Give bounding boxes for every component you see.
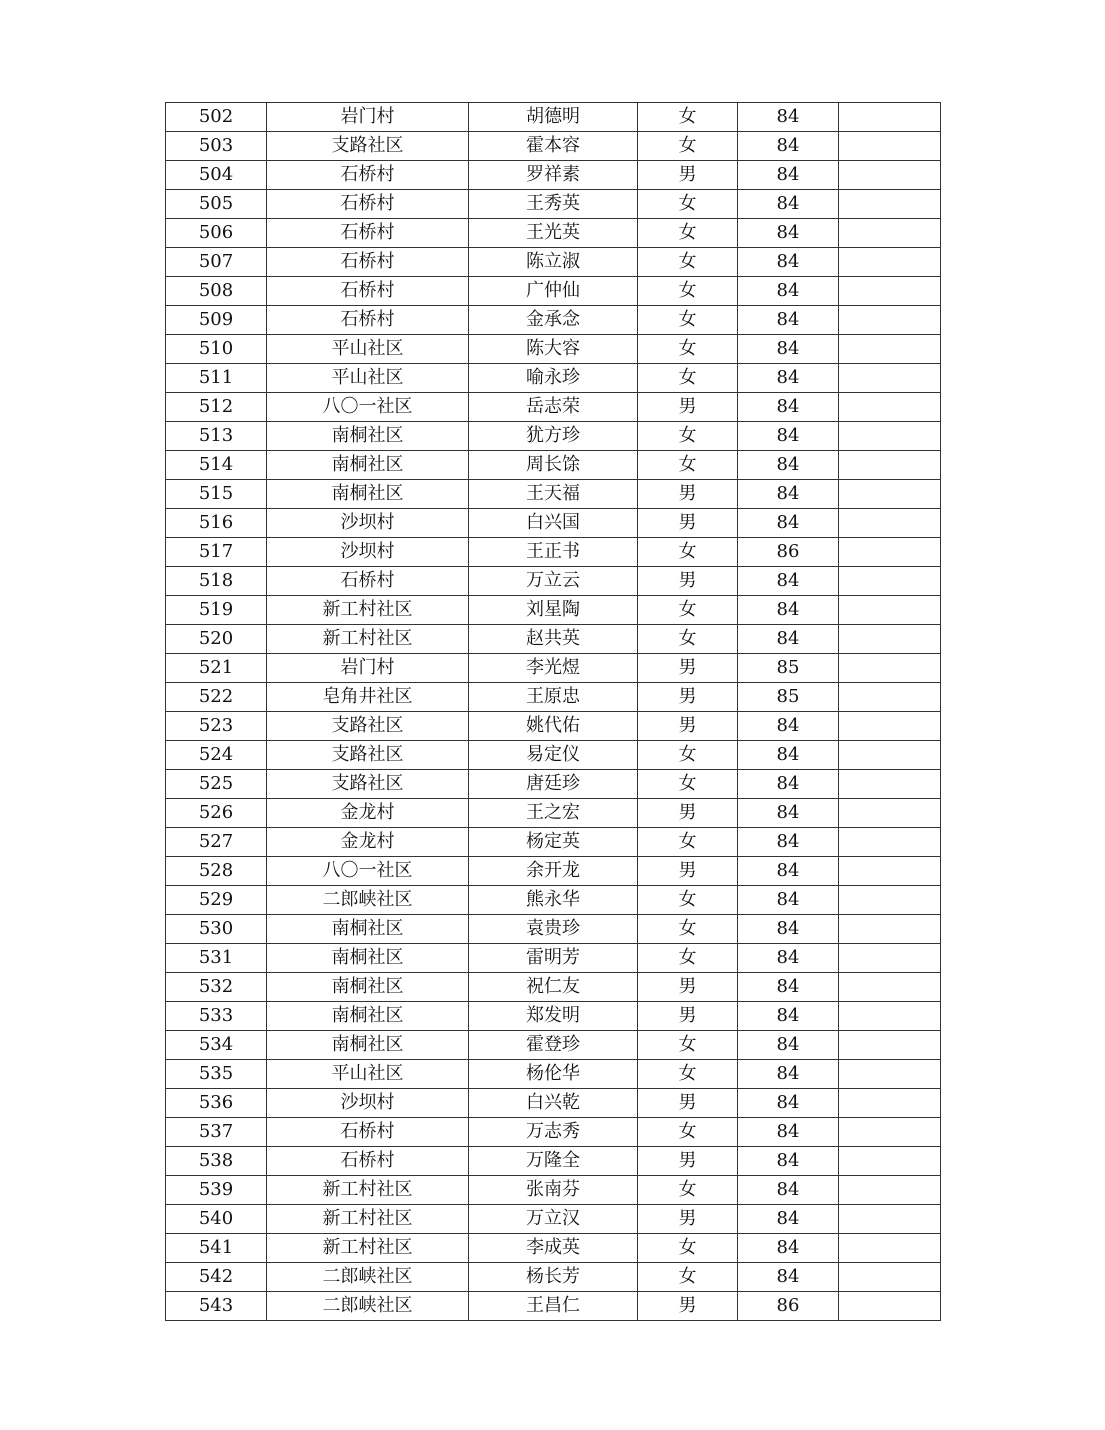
serial-number-cell: 519 [166, 596, 267, 625]
age-cell: 84 [738, 1205, 839, 1234]
sex-cell: 女 [638, 1176, 738, 1205]
note-cell [839, 1205, 941, 1234]
note-cell [839, 277, 941, 306]
note-cell [839, 335, 941, 364]
village-cell: 新工村社区 [267, 1234, 469, 1263]
serial-number-cell: 538 [166, 1147, 267, 1176]
note-cell [839, 625, 941, 654]
age-cell: 84 [738, 451, 839, 480]
name-cell: 周长馀 [469, 451, 638, 480]
village-cell: 石桥村 [267, 1118, 469, 1147]
note-cell [839, 248, 941, 277]
sex-cell: 男 [638, 567, 738, 596]
table-row [166, 1118, 941, 1147]
name-cell: 杨长芳 [469, 1263, 638, 1292]
serial-number-cell: 505 [166, 190, 267, 219]
village-cell: 新工村社区 [267, 625, 469, 654]
sex-cell: 男 [638, 161, 738, 190]
roster-table [165, 102, 941, 1321]
serial-number-cell: 535 [166, 1060, 267, 1089]
table-row [166, 654, 941, 683]
age-cell: 84 [738, 567, 839, 596]
age-cell: 84 [738, 161, 839, 190]
sex-cell: 女 [638, 1118, 738, 1147]
note-cell [839, 915, 941, 944]
name-cell: 余开龙 [469, 857, 638, 886]
note-cell [839, 1176, 941, 1205]
table-row [166, 306, 941, 335]
village-cell: 南桐社区 [267, 1002, 469, 1031]
serial-number-cell: 517 [166, 538, 267, 567]
serial-number-cell: 511 [166, 364, 267, 393]
village-cell: 新工村社区 [267, 596, 469, 625]
note-cell [839, 1234, 941, 1263]
note-cell [839, 973, 941, 1002]
note-cell [839, 799, 941, 828]
village-cell: 支路社区 [267, 741, 469, 770]
village-cell: 沙坝村 [267, 1089, 469, 1118]
table-row [166, 944, 941, 973]
note-cell [839, 509, 941, 538]
note-cell [839, 161, 941, 190]
sex-cell: 女 [638, 596, 738, 625]
village-cell: 南桐社区 [267, 915, 469, 944]
serial-number-cell: 531 [166, 944, 267, 973]
name-cell: 姚代佑 [469, 712, 638, 741]
village-cell: 石桥村 [267, 306, 469, 335]
note-cell [839, 944, 941, 973]
village-cell: 石桥村 [267, 1147, 469, 1176]
name-cell: 王昌仁 [469, 1292, 638, 1321]
name-cell: 张南芬 [469, 1176, 638, 1205]
village-cell: 南桐社区 [267, 944, 469, 973]
name-cell: 王天福 [469, 480, 638, 509]
serial-number-cell: 518 [166, 567, 267, 596]
serial-number-cell: 520 [166, 625, 267, 654]
serial-number-cell: 516 [166, 509, 267, 538]
age-cell: 84 [738, 741, 839, 770]
table-row [166, 857, 941, 886]
name-cell: 易定仪 [469, 741, 638, 770]
sex-cell: 女 [638, 944, 738, 973]
note-cell [839, 741, 941, 770]
age-cell: 84 [738, 219, 839, 248]
name-cell: 万志秀 [469, 1118, 638, 1147]
village-cell: 金龙村 [267, 799, 469, 828]
sex-cell: 男 [638, 509, 738, 538]
serial-number-cell: 542 [166, 1263, 267, 1292]
note-cell [839, 132, 941, 161]
serial-number-cell: 521 [166, 654, 267, 683]
age-cell: 84 [738, 248, 839, 277]
note-cell [839, 364, 941, 393]
name-cell: 祝仁友 [469, 973, 638, 1002]
note-cell [839, 190, 941, 219]
age-cell: 84 [738, 1234, 839, 1263]
village-cell: 岩门村 [267, 654, 469, 683]
sex-cell: 女 [638, 103, 738, 132]
sex-cell: 女 [638, 625, 738, 654]
sex-cell: 男 [638, 654, 738, 683]
sex-cell: 男 [638, 712, 738, 741]
sex-cell: 男 [638, 1205, 738, 1234]
table-row [166, 1089, 941, 1118]
name-cell: 王正书 [469, 538, 638, 567]
village-cell: 二郎峡社区 [267, 1263, 469, 1292]
note-cell [839, 538, 941, 567]
age-cell: 84 [738, 828, 839, 857]
table-row [166, 1002, 941, 1031]
age-cell: 84 [738, 509, 839, 538]
table-row [166, 451, 941, 480]
serial-number-cell: 515 [166, 480, 267, 509]
village-cell: 南桐社区 [267, 480, 469, 509]
age-cell: 84 [738, 1060, 839, 1089]
age-cell: 84 [738, 1089, 839, 1118]
serial-number-cell: 529 [166, 886, 267, 915]
note-cell [839, 712, 941, 741]
age-cell: 84 [738, 1031, 839, 1060]
serial-number-cell: 509 [166, 306, 267, 335]
age-cell: 84 [738, 103, 839, 132]
table-row [166, 596, 941, 625]
name-cell: 郑发明 [469, 1002, 638, 1031]
note-cell [839, 451, 941, 480]
age-cell: 84 [738, 1263, 839, 1292]
name-cell: 陈立淑 [469, 248, 638, 277]
sex-cell: 男 [638, 683, 738, 712]
table-row [166, 799, 941, 828]
serial-number-cell: 503 [166, 132, 267, 161]
serial-number-cell: 513 [166, 422, 267, 451]
age-cell: 86 [738, 538, 839, 567]
serial-number-cell: 514 [166, 451, 267, 480]
note-cell [839, 1263, 941, 1292]
sex-cell: 女 [638, 1263, 738, 1292]
note-cell [839, 1002, 941, 1031]
age-cell: 84 [738, 857, 839, 886]
sex-cell: 女 [638, 190, 738, 219]
table-row [166, 248, 941, 277]
name-cell: 罗祥素 [469, 161, 638, 190]
table-row [166, 480, 941, 509]
age-cell: 84 [738, 1118, 839, 1147]
note-cell [839, 103, 941, 132]
sex-cell: 男 [638, 1002, 738, 1031]
name-cell: 白兴乾 [469, 1089, 638, 1118]
name-cell: 杨定英 [469, 828, 638, 857]
serial-number-cell: 533 [166, 1002, 267, 1031]
serial-number-cell: 524 [166, 741, 267, 770]
note-cell [839, 683, 941, 712]
sex-cell: 女 [638, 422, 738, 451]
village-cell: 平山社区 [267, 1060, 469, 1089]
serial-number-cell: 536 [166, 1089, 267, 1118]
serial-number-cell: 540 [166, 1205, 267, 1234]
sex-cell: 女 [638, 1060, 738, 1089]
note-cell [839, 1292, 941, 1321]
table-row [166, 161, 941, 190]
serial-number-cell: 527 [166, 828, 267, 857]
village-cell: 八〇一社区 [267, 393, 469, 422]
table-row [166, 1292, 941, 1321]
note-cell [839, 567, 941, 596]
table-row [166, 335, 941, 364]
village-cell: 石桥村 [267, 567, 469, 596]
serial-number-cell: 510 [166, 335, 267, 364]
age-cell: 84 [738, 1002, 839, 1031]
serial-number-cell: 502 [166, 103, 267, 132]
sex-cell: 女 [638, 451, 738, 480]
note-cell [839, 306, 941, 335]
note-cell [839, 1089, 941, 1118]
table-row [166, 828, 941, 857]
name-cell: 金承念 [469, 306, 638, 335]
table-row [166, 886, 941, 915]
table-row [166, 1060, 941, 1089]
age-cell: 84 [738, 1176, 839, 1205]
serial-number-cell: 537 [166, 1118, 267, 1147]
sex-cell: 女 [638, 1234, 738, 1263]
note-cell [839, 770, 941, 799]
sex-cell: 女 [638, 364, 738, 393]
table-row [166, 538, 941, 567]
sex-cell: 女 [638, 741, 738, 770]
age-cell: 84 [738, 422, 839, 451]
village-cell: 石桥村 [267, 248, 469, 277]
name-cell: 李光煜 [469, 654, 638, 683]
serial-number-cell: 543 [166, 1292, 267, 1321]
age-cell: 84 [738, 799, 839, 828]
table-row [166, 219, 941, 248]
note-cell [839, 219, 941, 248]
table-row [166, 915, 941, 944]
name-cell: 广仲仙 [469, 277, 638, 306]
serial-number-cell: 532 [166, 973, 267, 1002]
roster-table-body [166, 103, 941, 1321]
name-cell: 万隆全 [469, 1147, 638, 1176]
note-cell [839, 1031, 941, 1060]
sex-cell: 男 [638, 393, 738, 422]
sex-cell: 女 [638, 277, 738, 306]
village-cell: 新工村社区 [267, 1176, 469, 1205]
table-row [166, 741, 941, 770]
name-cell: 熊永华 [469, 886, 638, 915]
age-cell: 84 [738, 915, 839, 944]
table-row [166, 567, 941, 596]
age-cell: 85 [738, 683, 839, 712]
sex-cell: 男 [638, 1147, 738, 1176]
table-row [166, 625, 941, 654]
note-cell [839, 1118, 941, 1147]
serial-number-cell: 528 [166, 857, 267, 886]
village-cell: 八〇一社区 [267, 857, 469, 886]
sex-cell: 女 [638, 538, 738, 567]
table-row [166, 422, 941, 451]
table-row [166, 103, 941, 132]
village-cell: 二郎峡社区 [267, 1292, 469, 1321]
village-cell: 岩门村 [267, 103, 469, 132]
sex-cell: 男 [638, 799, 738, 828]
table-row [166, 190, 941, 219]
sex-cell: 女 [638, 132, 738, 161]
note-cell [839, 1060, 941, 1089]
name-cell: 王之宏 [469, 799, 638, 828]
age-cell: 84 [738, 277, 839, 306]
age-cell: 84 [738, 625, 839, 654]
name-cell: 王秀英 [469, 190, 638, 219]
note-cell [839, 422, 941, 451]
note-cell [839, 393, 941, 422]
age-cell: 84 [738, 132, 839, 161]
village-cell: 新工村社区 [267, 1205, 469, 1234]
table-row [166, 132, 941, 161]
sex-cell: 女 [638, 828, 738, 857]
name-cell: 犹方珍 [469, 422, 638, 451]
age-cell: 84 [738, 712, 839, 741]
village-cell: 平山社区 [267, 364, 469, 393]
serial-number-cell: 541 [166, 1234, 267, 1263]
note-cell [839, 654, 941, 683]
age-cell: 84 [738, 306, 839, 335]
village-cell: 支路社区 [267, 712, 469, 741]
age-cell: 84 [738, 770, 839, 799]
sex-cell: 女 [638, 915, 738, 944]
serial-number-cell: 504 [166, 161, 267, 190]
name-cell: 万立云 [469, 567, 638, 596]
sex-cell: 女 [638, 306, 738, 335]
serial-number-cell: 512 [166, 393, 267, 422]
serial-number-cell: 522 [166, 683, 267, 712]
name-cell: 王光英 [469, 219, 638, 248]
village-cell: 石桥村 [267, 190, 469, 219]
note-cell [839, 857, 941, 886]
sex-cell: 女 [638, 335, 738, 364]
name-cell: 刘星陶 [469, 596, 638, 625]
village-cell: 南桐社区 [267, 451, 469, 480]
name-cell: 喻永珍 [469, 364, 638, 393]
name-cell: 杨伦华 [469, 1060, 638, 1089]
age-cell: 84 [738, 480, 839, 509]
village-cell: 皂角井社区 [267, 683, 469, 712]
serial-number-cell: 539 [166, 1176, 267, 1205]
serial-number-cell: 523 [166, 712, 267, 741]
note-cell [839, 886, 941, 915]
name-cell: 白兴国 [469, 509, 638, 538]
table-row [166, 1147, 941, 1176]
name-cell: 霍本容 [469, 132, 638, 161]
table-row [166, 1234, 941, 1263]
sex-cell: 男 [638, 1089, 738, 1118]
age-cell: 84 [738, 596, 839, 625]
age-cell: 86 [738, 1292, 839, 1321]
serial-number-cell: 525 [166, 770, 267, 799]
age-cell: 84 [738, 335, 839, 364]
sex-cell: 女 [638, 219, 738, 248]
name-cell: 雷明芳 [469, 944, 638, 973]
serial-number-cell: 526 [166, 799, 267, 828]
serial-number-cell: 506 [166, 219, 267, 248]
serial-number-cell: 534 [166, 1031, 267, 1060]
serial-number-cell: 507 [166, 248, 267, 277]
name-cell: 霍登珍 [469, 1031, 638, 1060]
village-cell: 石桥村 [267, 277, 469, 306]
village-cell: 石桥村 [267, 219, 469, 248]
village-cell: 沙坝村 [267, 538, 469, 567]
name-cell: 陈大容 [469, 335, 638, 364]
village-cell: 支路社区 [267, 770, 469, 799]
table-row [166, 1263, 941, 1292]
village-cell: 金龙村 [267, 828, 469, 857]
age-cell: 84 [738, 364, 839, 393]
table-row [166, 973, 941, 1002]
table-row [166, 509, 941, 538]
village-cell: 南桐社区 [267, 973, 469, 1002]
table-row [166, 1176, 941, 1205]
age-cell: 84 [738, 393, 839, 422]
serial-number-cell: 530 [166, 915, 267, 944]
name-cell: 万立汉 [469, 1205, 638, 1234]
table-row [166, 393, 941, 422]
sex-cell: 男 [638, 480, 738, 509]
age-cell: 85 [738, 654, 839, 683]
age-cell: 84 [738, 190, 839, 219]
table-row [166, 364, 941, 393]
name-cell: 岳志荣 [469, 393, 638, 422]
village-cell: 南桐社区 [267, 1031, 469, 1060]
age-cell: 84 [738, 886, 839, 915]
table-row [166, 683, 941, 712]
table-row [166, 1031, 941, 1060]
note-cell [839, 828, 941, 857]
age-cell: 84 [738, 1147, 839, 1176]
village-cell: 二郎峡社区 [267, 886, 469, 915]
name-cell: 李成英 [469, 1234, 638, 1263]
sex-cell: 女 [638, 770, 738, 799]
age-cell: 84 [738, 944, 839, 973]
note-cell [839, 1147, 941, 1176]
note-cell [839, 596, 941, 625]
name-cell: 袁贵珍 [469, 915, 638, 944]
village-cell: 平山社区 [267, 335, 469, 364]
name-cell: 王原忠 [469, 683, 638, 712]
sex-cell: 男 [638, 857, 738, 886]
table-row [166, 770, 941, 799]
table-row [166, 277, 941, 306]
village-cell: 支路社区 [267, 132, 469, 161]
village-cell: 石桥村 [267, 161, 469, 190]
village-cell: 沙坝村 [267, 509, 469, 538]
village-cell: 南桐社区 [267, 422, 469, 451]
table-row [166, 712, 941, 741]
age-cell: 84 [738, 973, 839, 1002]
sex-cell: 男 [638, 1292, 738, 1321]
serial-number-cell: 508 [166, 277, 267, 306]
sex-cell: 女 [638, 886, 738, 915]
name-cell: 唐廷珍 [469, 770, 638, 799]
sex-cell: 女 [638, 1031, 738, 1060]
sex-cell: 男 [638, 973, 738, 1002]
note-cell [839, 480, 941, 509]
name-cell: 胡德明 [469, 103, 638, 132]
table-row [166, 1205, 941, 1234]
name-cell: 赵共英 [469, 625, 638, 654]
sex-cell: 女 [638, 248, 738, 277]
